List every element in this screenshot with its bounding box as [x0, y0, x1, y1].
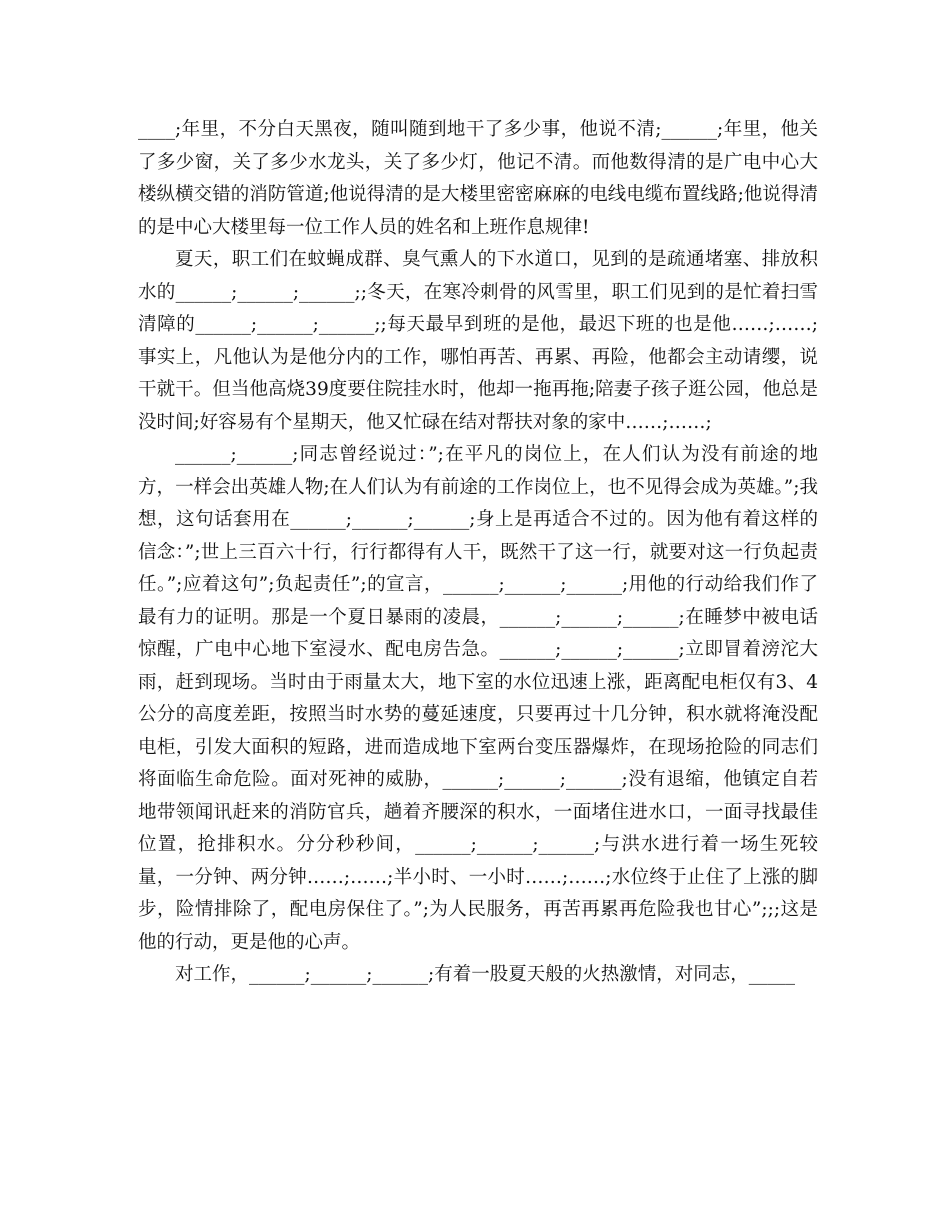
- document-body: [138, 114, 818, 992]
- paragraph-4: 对工作，______;______;______;有着一股夏天般的火热激情，对同志，_____: [175, 964, 795, 985]
- paragraph-1: ____;年里，不分白天黑夜，随叫随到地干了多少事，他说不清;______;年里，他关了多少窗，关了多少水龙头，关了多少灯，他记不清。而他数得清的是广电中心大楼纵横交错的消防管道;他说得清的是大楼里密密麻麻的电线电缆布置线路;他说得清的是中心大楼里每一位工作人员的姓名和上班作息规律!: [138, 119, 818, 238]
- paragraph-3: ______;______;同志曾经说过：”;在平凡的岗位上，在人们认为没有前途的地方，一样会出英雄人物;在人们认为有前途的工作岗位上，也不见得会成为英雄。”;我想，这句话套用在______;______;______;身上是再适合不过的。因为他有着这样的信念：”;世上三百六十行，行行都得有人干，既然干了这一行，就要对这一行负起责任。”;应着这句”;负起责任”;的宣言，______;______;______;用他的行动给我们作了最有力的证明。那是一个夏日暴雨的凌晨，______;______;______;在睡梦中被电话惊醒，广电中心地下室浸水、配电房告急。______;______;______;立即冒着滂沱大雨，赶到现场。当时由于雨量太大，地下室的水位迅速上涨，距离配电柜仅有3、4公分的高度差距，按照当时水势的蔓延速度，只要再过十几分钟，积水就将淹没配电柜，引发大面积的短路，进而造成地下室两台变压器爆炸，在现场抢险的同志们将面临生命危险。面对死神的威胁，______;______;______;没有退缩，他镇定自若地带领闻讯赶来的消防官兵，趟着齐腰深的积水，一面堵住进水口，一面寻找最佳位置，抢排积水。分分秒秒间，______;______;______;与洪水进行着一场生死较量，一分钟、两分钟……;……;半小时、一小时……;……;水位终于止住了上涨的脚步，险情排除了，配电房保住了。”;为人民服务，再苦再累再危险我也甘心”;;;这是他的行动，更是他的心声。: [138, 444, 818, 953]
- paragraph-2: 夏天，职工们在蚊蝇成群、臭气熏人的下水道口，见到的是疏通堵塞、排放积水的______;______;______;;冬天，在寒冷刺骨的风雪里，职工们见到的是忙着扫雪清障的______;______;______;;每天最早到班的是他，最迟下班的也是他……;……;事实上，凡他认为是他分内的工作，哪怕再苦、再累、再险，他都会主动请缨，说干就干。但当他高烧39度要住院挂水时，他却一拖再拖;陪妻子孩子逛公园，他总是没时间;好容易有个星期天，他又忙碌在结对帮扶对象的家中……;……;: [138, 249, 818, 433]
